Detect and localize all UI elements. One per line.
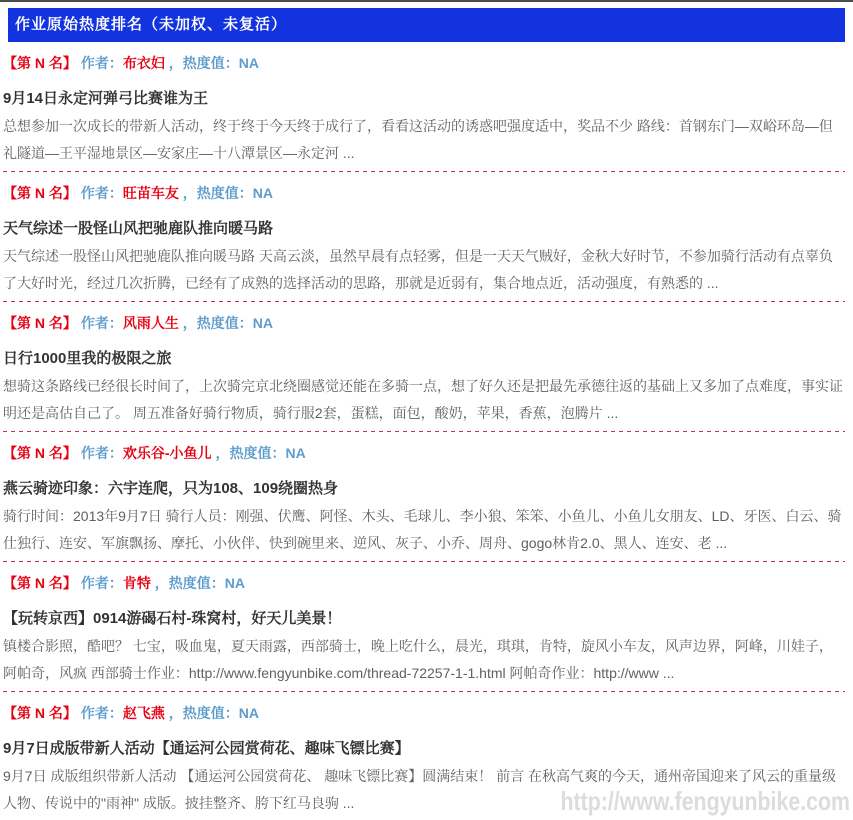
post-excerpt: 9月7日 成版组织带新人活动 【通运河公园赏荷花、 趣味飞镖比赛】圆满结束！ 前言 在秋高气爽的今天，通州帝国迎来了风云的重量级人物、传说中的"雨神" 成版。披挂整齐、胯下红马良驹 ... <box>3 768 837 811</box>
author-name[interactable]: 肯特 <box>122 575 151 591</box>
heat-value: NA <box>285 445 306 461</box>
comma-separator: ， <box>164 705 183 721</box>
heat-label: 热度值： <box>168 575 225 591</box>
rank-label: 【第 N 名】 <box>3 185 77 201</box>
author-label: 作者： <box>80 55 123 71</box>
post-title[interactable]: 日行1000里我的极限之旅 <box>3 350 172 367</box>
author-name[interactable]: 旺苗车友 <box>122 185 179 201</box>
comma-separator: ， <box>211 445 230 461</box>
post-title[interactable]: 燕云骑迹印象：六宇连爬，只为108、109绕圈热身 <box>3 480 339 497</box>
author-name[interactable]: 风雨人生 <box>122 315 179 331</box>
post-entry <box>3 42 845 172</box>
top-edge-line <box>0 0 853 2</box>
author-name[interactable]: 布衣妇 <box>122 55 165 71</box>
heat-value: NA <box>224 575 246 591</box>
rank-label: 【第 N 名】 <box>3 705 77 721</box>
rank-label: 【第 N 名】 <box>3 445 77 461</box>
heat-label: 热度值： <box>196 315 253 331</box>
post-entry <box>3 172 845 302</box>
post-entry <box>3 562 845 692</box>
post-meta <box>3 53 845 73</box>
author-label: 作者： <box>80 575 123 591</box>
post-meta <box>3 183 845 203</box>
post-meta <box>3 703 845 723</box>
comma-separator: ， <box>178 185 197 201</box>
comma-separator: ， <box>150 575 169 591</box>
site-watermark: http://www.fengyunbike.com <box>560 786 850 816</box>
author-name[interactable]: 赵飞燕 <box>122 705 165 721</box>
post-list <box>0 42 853 820</box>
author-name[interactable]: 欢乐谷-小鱼儿 <box>122 445 212 461</box>
comma-separator: ， <box>178 315 197 331</box>
post-entry <box>3 432 845 562</box>
author-label: 作者： <box>80 185 123 201</box>
post-title[interactable]: 【玩转京西】0914游碣石村-珠窝村，好天儿美景！ <box>3 610 342 627</box>
heat-value: NA <box>238 705 260 721</box>
post-meta <box>3 573 845 593</box>
post-title[interactable]: 天气综述一股怪山风把驰鹿队推向暖马路 <box>3 220 274 237</box>
heat-label: 热度值： <box>229 445 286 461</box>
author-label: 作者： <box>80 705 123 721</box>
rank-label: 【第 N 名】 <box>3 315 77 331</box>
post-excerpt: 天气综述一股怪山风把驰鹿队推向暖马路 天高云淡，虽然早晨有点轻雾，但是一天天气贼好，金秋大好时节，不参加骑行活动有点辜负了大好时光，经过几次折腾，已经有了成熟的选择活动的思路，那就是近弱有，集合地点近，活动强度，有熟悉的 ... <box>3 248 833 291</box>
post-excerpt: 总想参加一次成长的带新人活动，终于终于今天终于成行了，看看这活动的诱惑吧强度适中，奖品不少 路线：首钢东门—双峪环岛—但礼隧道—王平湿地景区—安家庄—十八潭景区—永定河 ... <box>3 118 833 161</box>
rank-label: 【第 N 名】 <box>3 575 77 591</box>
heat-label: 热度值： <box>196 185 253 201</box>
page-title: 作业原始热度排名（未加权、未复活） <box>8 8 845 42</box>
post-entry <box>3 302 845 432</box>
post-meta <box>3 443 845 463</box>
heat-value: NA <box>252 185 274 201</box>
post-excerpt: 镇楼合影照，酷吧？ 七宝，吸血鬼，夏天雨露，西部骑士，晚上吃什么，晨光，琪琪，肯特，旋风小车友，风声边界，阿峰，川娃子，阿帕奇，风疯 西部骑士作业：http://www.fengyunbike.com/thread-72257-1-1.html 阿帕奇作业：http://www ... <box>3 638 833 681</box>
post-meta <box>3 313 845 333</box>
post-title[interactable]: 9月14日永定河弹弓比赛谁为王 <box>3 90 209 107</box>
heat-value: NA <box>238 55 260 71</box>
heat-value: NA <box>252 315 274 331</box>
author-label: 作者： <box>80 315 123 331</box>
author-label: 作者： <box>80 445 123 461</box>
comma-separator: ， <box>164 55 183 71</box>
post-excerpt: 骑行时间：2013年9月7日 骑行人员：刚强、伏鹰、阿怪、木头、毛球儿、李小狼、笨笨、小鱼儿、小鱼儿女朋友、LD、牙医、白云、骑仕独行、连安、军旗飘扬、摩托、小伙伴、快到碗里来、逆风、灰子、小乔、周舟、gogo林肯2.0、黑人、连安、老 ... <box>3 508 842 551</box>
post-title[interactable]: 9月7日成版带新人活动【通运河公园赏荷花、趣味飞镖比赛】 <box>3 740 410 757</box>
heat-label: 热度值： <box>182 705 239 721</box>
rank-label: 【第 N 名】 <box>3 55 77 71</box>
post-excerpt: 想骑这条路线已经很长时间了，上次骑完京北绕圈感觉还能在多骑一点，想了好久还是把最先承德往返的基础上又多加了点难度，事实证明还是高估自己了。 周五准备好骑行物质，骑行服2套，蛋糕，面包，酸奶，苹果，香蕉，泡腾片 ... <box>3 378 843 421</box>
heat-label: 热度值： <box>182 55 239 71</box>
